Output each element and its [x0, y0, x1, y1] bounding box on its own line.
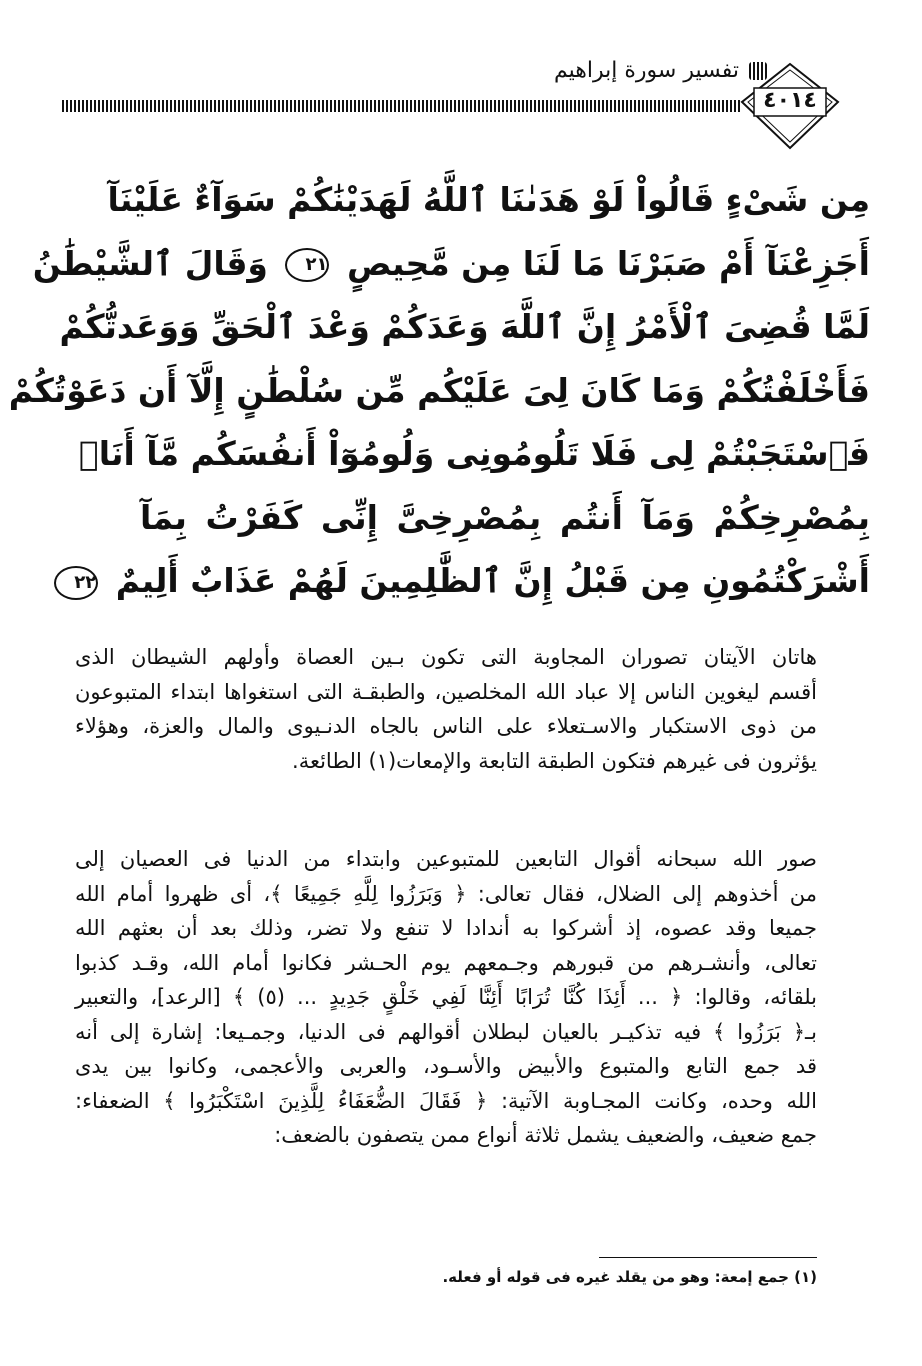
- quran-verses: [8, 168, 870, 613]
- page-number: ٤٠١٤: [763, 88, 817, 113]
- text-line: جميعا وقد عصوه، إذ أشركوا به أندادا لا تنفع ولا تضر، وذلك بعد أن بعثهم الله: [75, 916, 817, 940]
- quran-line: بِمُصْرِخِكُمْ وَمَآ أَنتُم بِمُصْرِخِىَّ إِنِّى كَفَرْتُ بِمَآ: [140, 497, 870, 537]
- quran-line-text: أَشْرَكْتُمُونِ مِن قَبْلُ إِنَّ ٱلظَّٰلِمِينَ لَهُمْ عَذَابٌ أَلِيمٌ: [115, 561, 870, 600]
- text-line: قد جمع التابع والمتبوع والأبيض والأسـود، والعربى والأعجمى، وكانوا بين يدى: [75, 1054, 817, 1078]
- quran-line: [32, 232, 870, 296]
- quran-line: [74, 549, 870, 613]
- quran-line-text: أَجَزِعْنَآ أَمْ صَبَرْنَا مَا لَنَا مِن مَّحِيصٍ: [346, 243, 870, 283]
- footnote: (١) جمع إمعة: وهو من يقلد غيره فى قوله أو فعله.: [442, 1268, 817, 1286]
- text-line: تعالى، وأنشـرهم من قبورهم وجـمعهم يوم الحـشر فكانوا أمام الله، وقـد كذبوا: [75, 950, 817, 975]
- quran-line: فَٱسْتَجَبْتُمْ لِى فَلَا تَلُومُونِى وَلُومُوٓاْ أَنفُسَكُم مَّآ أَنَا۠: [78, 434, 870, 473]
- text-line: هاتان الآيتان تصوران المجاوبة التى تكون بـين العصاة وأولهم الشيطان الذى: [75, 645, 817, 669]
- text-line: الله وحده، وكانت المجـاوبة الآتية: ﴿ فَقَالَ الضُّعَفَاءُ لِلَّذِينَ اسْتَكْبَرُوا ﴾ الضعفاء:: [75, 1088, 817, 1113]
- text-line: بلقائه، وقالوا: ﴿ ... أَئِذَا كُنَّا تُرَابًا أَئِنَّا لَفِي خَلْقٍ جَدِيدٍ ... (٥) ﴾ [الرعد]، والتعبير: [75, 985, 817, 1009]
- ayah-number-marker: ٢٢: [54, 566, 98, 600]
- running-title-text: تفسير سورة إبراهيم: [554, 58, 739, 83]
- page-number-badge: [740, 62, 840, 150]
- header-rule: [62, 100, 740, 112]
- page-header: [0, 0, 922, 170]
- text-line: بـ﴿ بَرَزُوا ﴾ فيه تذكيـر بالعيان لبطلان أقوالهم فى الدنيا، وجمـيعا: إشارة إلى أنه: [75, 1019, 817, 1044]
- text-line: صور الله سبحانه أقوال التابعين للمتبوعين وابتداء من الدنيا فى العصيان إلى: [75, 847, 817, 871]
- quran-line: مِن شَىْءٍ قَالُواْ لَوْ هَدَىٰنَا ٱللَّهُ لَهَدَيْنَٰكُمْ سَوَآءٌ عَلَيْنَآ: [107, 180, 870, 219]
- footnote-divider: [599, 1257, 817, 1258]
- text-line: أقسم ليغوين الناس إلا عباد الله المخلصين، والطبقـة التى استغواها ابتداء المتبوعون: [75, 679, 817, 704]
- commentary-paragraph-1: [75, 640, 817, 778]
- text-line: يؤثرون فى غيرهم فتكون الطبقة التابعة والإمعات(١) الطائعة.: [292, 748, 817, 773]
- commentary-paragraph-2: [75, 842, 817, 1153]
- text-line: جمع ضعيف، والضعيف يشمل ثلاثة أنواع ممن يتصفون بالضعف:: [274, 1123, 817, 1147]
- text-line: من ذوى الاستكبار والاسـتعلاء على الناس بالجاه الدنـيوى والمال والعزة، وهؤلاء: [75, 714, 817, 738]
- quran-line: فَأَخْلَفْتُكُمْ وَمَا كَانَ لِىَ عَلَيْكُم مِّن سُلْطَٰنٍ إِلَّآ أَن دَعَوْتُكُمْ: [8, 370, 870, 410]
- running-title: [554, 58, 767, 83]
- text-line: من أخذوهم إلى الضلال، فقال تعالى: ﴿ وَبَرَزُوا لِلَّهِ جَمِيعًا ﴾، أى ظهروا أمام الله: [75, 881, 817, 906]
- quran-line: لَمَّا قُضِىَ ٱلْأَمْرُ إِنَّ ٱللَّهَ وَعَدَكُمْ وَعْدَ ٱلْحَقِّ وَوَعَدتُّكُمْ: [59, 307, 870, 346]
- quran-line-text: وَقَالَ ٱلشَّيْطَٰنُ: [32, 243, 268, 283]
- ayah-number-marker: ٢١: [285, 248, 329, 282]
